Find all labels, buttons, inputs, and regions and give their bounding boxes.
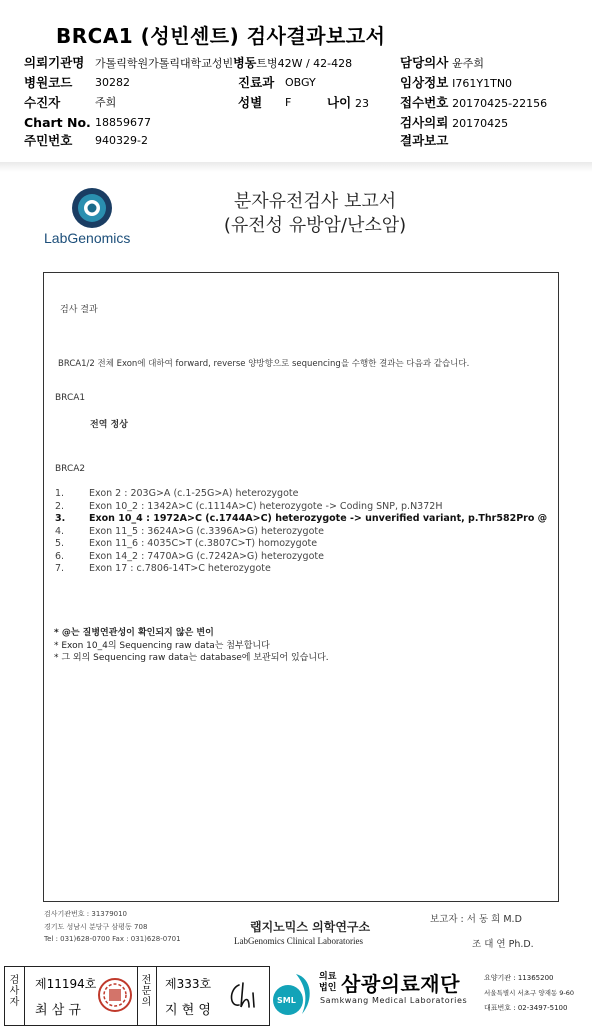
age-value: 23 [354, 97, 369, 110]
brca1-result: 전역 정상 [90, 420, 128, 430]
clinical-info-value: I761Y1TN0 [452, 77, 513, 90]
org-type: 의료 법인 [319, 972, 337, 993]
rrn-label: 주민번호 [24, 133, 73, 148]
chart-no-label: Chart No. [24, 115, 91, 130]
labgenomics-logo-text: LabGenomics [44, 230, 131, 246]
specialist-cell [157, 967, 269, 1025]
org-tel: 대표번호 : 02-3497-5100 [484, 1004, 568, 1012]
header-row-1 [24, 55, 84, 71]
doctor-label: 담당의사 [400, 55, 449, 70]
receipt-value: 20170425-22156 [452, 97, 548, 110]
brca2-label: BRCA2 [55, 464, 86, 474]
note-1: * @는 질병연관성이 확인되지 않은 변이 [54, 628, 214, 638]
examiner-label-cell [5, 967, 25, 1025]
lab-tel: Tel : 031)628-0700 Fax : 031)628-0701 [44, 935, 181, 943]
lab-name-en: LabGenomics Clinical Laboratories [234, 936, 363, 946]
examiner-cell [25, 967, 138, 1025]
age-label: 나이 [327, 95, 352, 110]
report-title [205, 190, 425, 238]
org-address: 서울특별시 서초구 양재동 9-60 [484, 989, 575, 997]
specialist-name: 지 현 영 [165, 1003, 211, 1018]
doctor-value: 윤주희 [452, 57, 485, 70]
sex-value: F [285, 96, 292, 109]
examiner-label: 검사자 [9, 975, 20, 1008]
report-title-line2: (유전성 유방암/난소암) [223, 215, 407, 236]
receipt-label: 접수번호 [400, 95, 449, 110]
examiner-name: 최 삼 규 [35, 1003, 81, 1018]
signature-box [4, 966, 270, 1026]
specialist-number: 제333호 [165, 977, 212, 991]
page-title: BRCA1 (성빈센트) 검사결과보고서 [56, 24, 386, 48]
org-code: 요양기관 : 11365200 [484, 974, 554, 982]
list-item: 3. Exon 10_4 : 1972A>C (c.1744A>C) heterozygote -> unverified variant, p.Thr582Pro @ [55, 513, 548, 524]
reporter-line: 보고자 : 서 동 희 M.D [430, 914, 522, 925]
list-item: 2. Exon 10_2 : 1342A>C (c.1114A>C) heterozygote -> Coding SNP, p.N372H [55, 500, 443, 512]
rrn-value: 940329-2 [95, 134, 148, 147]
section-label: 검사 결과 [60, 305, 98, 315]
list-item: 5. Exon 11_6 : 4035C>T (c.3807C>T) homozygote [55, 538, 318, 549]
sex-label: 성별 [238, 95, 263, 110]
specialist-label: 전문의 [141, 975, 152, 1008]
dept-value: OBGY [285, 76, 316, 89]
institution-value: 가톨릭학원가톨릭대학교성빈병동트병42W / 42-428 [95, 56, 353, 70]
request-value: 20170425 [452, 117, 509, 130]
list-item: 1. Exon 2 : 203G>A (c.1-25G>A) heterozygote [55, 488, 299, 499]
list-item: 6. Exon 14_2 : 7470A>G (c.7242A>G) heterozygote [55, 550, 324, 562]
seal-stamp-icon [97, 977, 133, 1013]
lab-reg: 검사기관번호 : 31379010 [44, 910, 128, 918]
dept-label: 진료과 [238, 75, 275, 90]
hospital-code-value: 30282 [95, 76, 130, 89]
org-name-en: Samkwang Medical Laboratories [320, 996, 468, 1005]
lab-name-ko: 랩지노믹스 의학연구소 [250, 920, 371, 934]
patient-label: 수진자 [24, 95, 61, 110]
patient-value: 주희 [95, 96, 117, 109]
note-3: * 그 외의 Sequencing raw data는 database에 보관되어 있습니다. [54, 653, 329, 663]
signature-icon [225, 979, 265, 1013]
note-2: * Exon 10_4의 Sequencing raw data는 첨부합니다 [54, 641, 270, 651]
request-label: 검사의뢰 [400, 115, 449, 130]
chart-no-value: 18859677 [95, 116, 151, 129]
examiner-number: 제11194호 [35, 977, 97, 991]
specialist-label-cell [137, 967, 157, 1025]
list-item: 7. Exon 17 : c.7806-14T>C heterozygote [55, 563, 271, 574]
sml-logo-text: SML [277, 996, 296, 1005]
reporter-2: 조 대 연 Ph.D. [472, 939, 534, 950]
hospital-code-label: 병원코드 [24, 75, 73, 90]
labgenomics-logo-icon [46, 186, 146, 236]
institution-label: 의뢰기관명 [24, 55, 85, 70]
lab-address: 경기도 성남시 분당구 삼평동 708 [44, 923, 148, 931]
intro-text: BRCA1/2 전체 Exon에 대하여 forward, reverse 양방향으로 sequencing을 수행한 결과는 다음과 같습니다. [58, 359, 470, 369]
brca1-label: BRCA1 [55, 393, 86, 403]
report-label: 결과보고 [400, 133, 449, 148]
clinical-info-label: 임상정보 [400, 75, 449, 90]
report-title-line1: 분자유전검사 보고서 [233, 191, 397, 212]
org-name: 삼광의료재단 [341, 972, 460, 996]
scan-shadow [0, 162, 592, 172]
list-item: 4. Exon 11_5 : 3624A>G (c.3396A>G) heterozygote [55, 525, 324, 537]
